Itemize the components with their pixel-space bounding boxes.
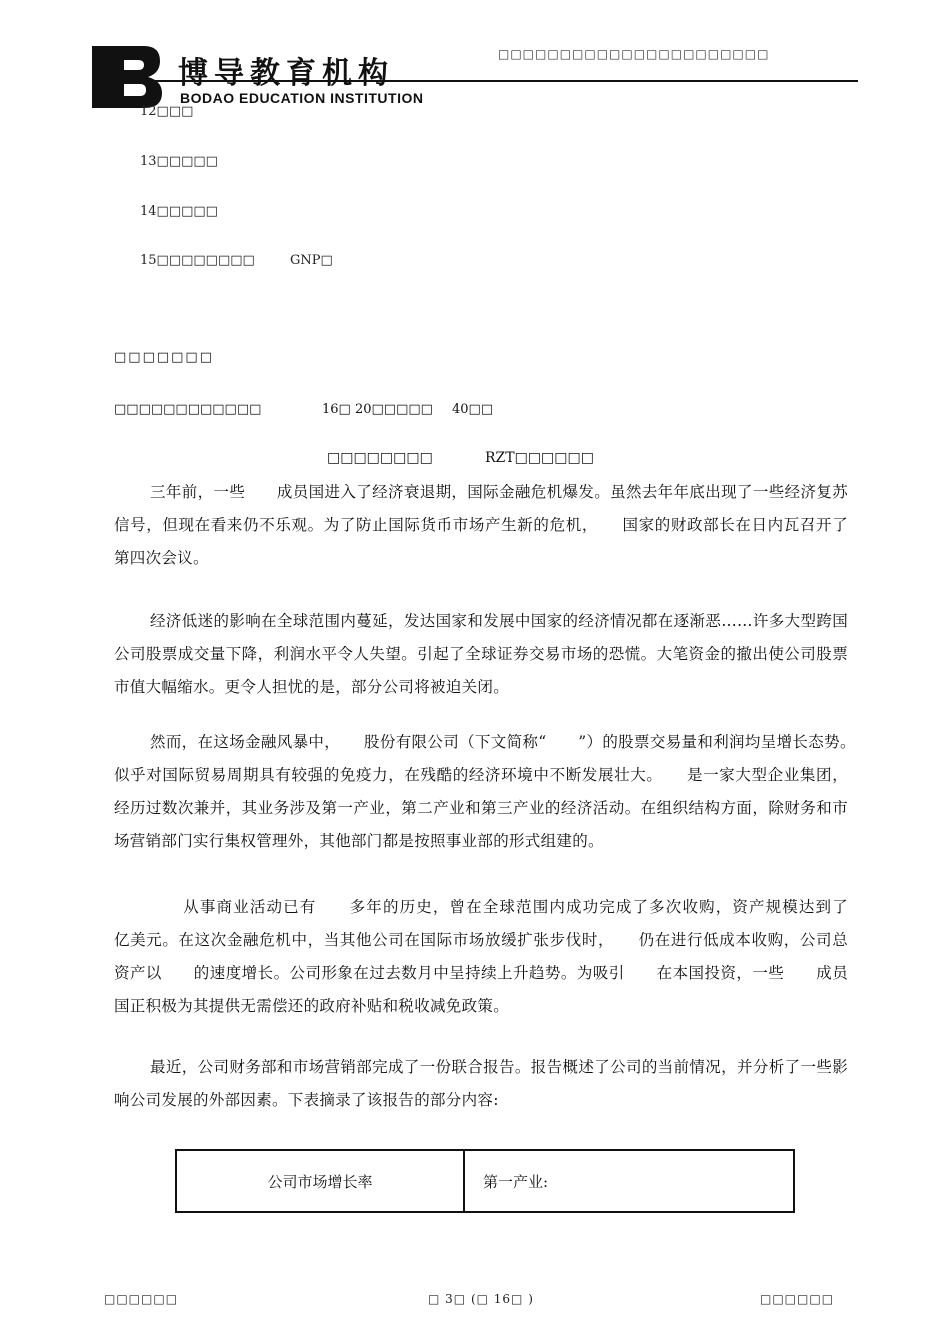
instructions-part: □□□□□□□□□□□□ xyxy=(114,402,262,417)
instructions-part: 16□ 20□□□□□ xyxy=(322,402,433,417)
section-title: □□□□□□□ xyxy=(114,350,214,365)
header-garbled-line: □□□□□□□□□□□□□□□□□□□□□□ xyxy=(498,47,770,61)
table-cell: 公司市场增长率 xyxy=(177,1151,465,1211)
paragraph: 从事商业活动已有 多年的历史，曾在全球范围内成功完成了多次收购，资产规模达到了 亿美元。在这次金融危机中，当其他公司在国际市场放缓扩张步伐时， 仍在进行低成本收购，公司总资产以 的速度增长。公司形象在过去数月中呈持续上升趋势。为吸引 在本国投资，一些 成员国正积极为其提供无需偿还的政府补贴和税收减免政策。 xyxy=(114,898,880,1015)
case-title-part: □□□□□□□□ xyxy=(327,450,433,466)
list-item-label: 13□□□□□ xyxy=(140,154,218,169)
table-cell: 第一产业: xyxy=(483,1172,549,1191)
list-item xyxy=(140,154,218,169)
list-item xyxy=(140,204,218,219)
instructions-part: 40□□ xyxy=(452,402,494,417)
logo-english-text: BODAO EDUCATION INSTITUTION xyxy=(180,90,424,106)
list-item-extra: GNP□ xyxy=(290,253,333,268)
paragraph: 然而，在这场金融风暴中， 股份有限公司（下文简称“ ”）的股票交易量和利润均呈增长态势。 似乎对国际贸易周期具有较强的免疫力，在残酷的经济环境中不断发展壮大。 是一家大型企业集团，经历过数次兼并，其业务涉及第一产业，第二产业和第三产业的经济活动。在组织结构方面，除财务和市场营销部门实行集权管理外，其他部门都是按照事业部的形式组建的。 xyxy=(114,733,880,850)
list-item-label: 12□□□ xyxy=(140,104,194,119)
paragraph: 经济低迷的影响在全球范围内蔓延，发达国家和发展中国家的经济情况都在逐渐恶……许多大型跨国公司股票成交量下降，利润水平令人失望。引起了全球证券交易市场的恐慌。大笔资金的撤出使公司股票市值大幅缩水。更令人担忧的是，部分公司将被迫关闭。 xyxy=(114,612,848,696)
list-item xyxy=(140,253,333,268)
list-item-label: 14□□□□□ xyxy=(140,204,218,219)
list-item-label: 15□□□□□□□□ xyxy=(140,253,255,268)
case-title-part: RZT□□□□□□ xyxy=(485,450,594,466)
page-number: □ 3□ (□ 16□ ) xyxy=(428,1292,534,1306)
logo-chinese-text: 博导教育机构 xyxy=(178,56,394,91)
footer-left: □□□□□□ xyxy=(104,1292,179,1306)
paragraph: 三年前，一些 成员国进入了经济衰退期，国际金融危机爆发。虽然去年年底出现了一些经济复苏信号，但现在看来仍不乐观。为了防止国际货币市场产生新的危机， 国家的财政部长在日内瓦召开了第四次会议。 xyxy=(114,483,848,567)
footer-right: □□□□□□ xyxy=(760,1292,835,1306)
data-table xyxy=(175,1149,795,1213)
paragraph: 最近，公司财务部和市场营销部完成了一份联合报告。报告概述了公司的当前情况，并分析了一些影响公司发展的外部因素。下表摘录了该报告的部分内容: xyxy=(114,1058,848,1109)
list-item xyxy=(140,104,193,119)
logo-icon xyxy=(92,46,162,108)
